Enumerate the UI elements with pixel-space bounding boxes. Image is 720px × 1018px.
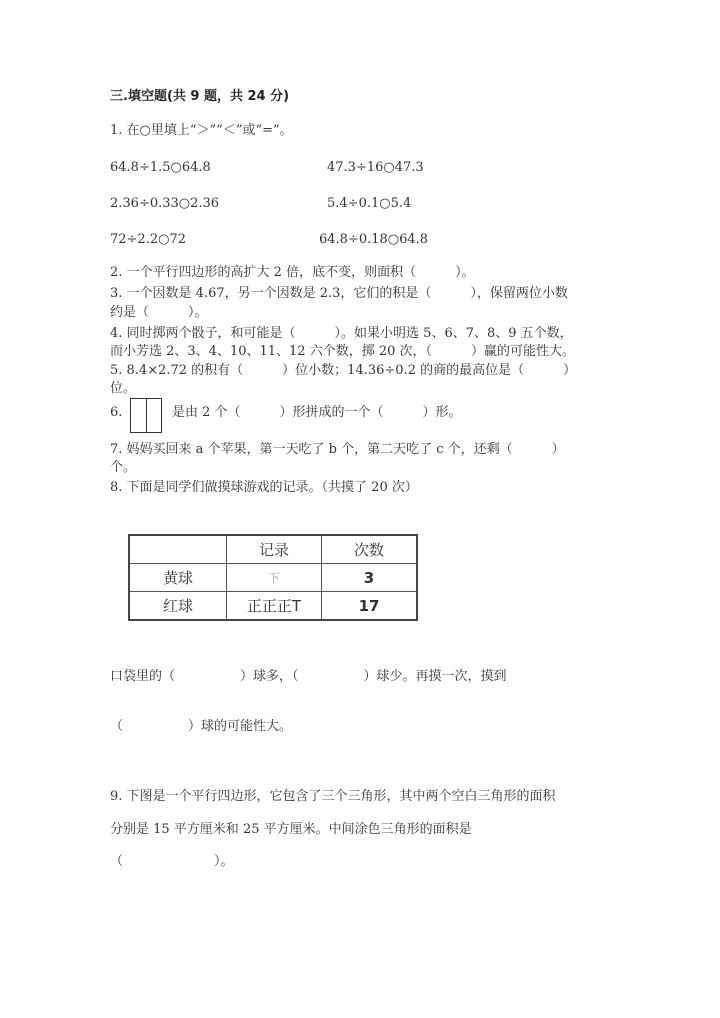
q5-line: 位。	[110, 381, 137, 396]
q7-line: 个。	[110, 460, 137, 475]
rectangle-figure	[130, 398, 162, 433]
table-row	[129, 592, 417, 621]
record-table	[128, 534, 418, 621]
table-header-row	[129, 535, 417, 564]
q9-line: 分别是 15 平方厘米和 25 平方厘米。中间涂色三角形的面积是	[110, 822, 472, 837]
q3-line: 约是（ ）。	[110, 305, 208, 320]
table-row	[129, 564, 417, 592]
q1-item: 64.8÷1.5○64.8	[110, 160, 211, 175]
q1-prompt: 1. 在○里填上“＞”“＜”或“=”。	[110, 123, 293, 138]
q4-line: 4. 同时掷两个骰子，和可能是（ ）。如果小明选 5、6、7、8、9 五个数，	[110, 326, 573, 341]
q9-line: （ ）。	[110, 854, 234, 869]
q1-item: 64.8÷0.18○64.8	[319, 232, 429, 247]
q3-line: 3. 一个因数是 4.67，另一个因数是 2.3，它们的积是（ ），保留两位小数	[110, 286, 568, 301]
table-cell: 红球	[129, 592, 227, 621]
table-cell: 17	[322, 592, 418, 621]
table-cell: 3	[322, 564, 418, 592]
table-cell: 下	[227, 564, 322, 592]
q8-line: （ ）球的可能性大。	[110, 719, 293, 734]
q1-item: 5.4÷0.1○5.4	[327, 196, 412, 211]
q6-number: 6.	[110, 405, 123, 420]
q8-line: 口袋里的（ ）球多，（ ）球少。再摸一次，摸到	[110, 669, 507, 684]
table-header: 次数	[322, 535, 418, 564]
q6-text: 是由 2 个（ ）形拼成的一个（ ）形。	[172, 405, 462, 420]
q7-line: 7. 妈妈买回来 a 个苹果，第一天吃了 b 个，第二天吃了 c 个，还剩（ ）	[110, 442, 565, 457]
table-cell: 正正正T	[227, 592, 322, 621]
table-cell: 黄球	[129, 564, 227, 592]
q4-line: 而小芳选 2、3、4、10、11、12 六个数，掷 20 次，（ ）赢的可能性大。	[110, 344, 576, 359]
q1-item: 47.3÷16○47.3	[327, 160, 424, 175]
q2: 2. 一个平行四边形的高扩大 2 倍，底不变，则面积（ ）。	[110, 265, 475, 280]
section-title: 三.填空题(共 9 题，共 24 分)	[110, 89, 290, 104]
table-header: 记录	[227, 535, 322, 564]
q1-item: 2.36÷0.33○2.36	[110, 196, 220, 211]
table-header	[129, 535, 227, 564]
q9-line: 9. 下图是一个平行四边形，它包含了三个三角形，其中两个空白三角形的面积	[110, 789, 556, 804]
q1-item: 72÷2.2○72	[110, 232, 186, 247]
q5-line: 5. 8.4×2.72 的积有（ ）位小数；14.36÷0.2 的商的最高位是（ ）	[110, 363, 577, 378]
q8-prompt: 8. 下面是同学们做摸球游戏的记录。（共摸了 20 次）	[110, 480, 418, 495]
